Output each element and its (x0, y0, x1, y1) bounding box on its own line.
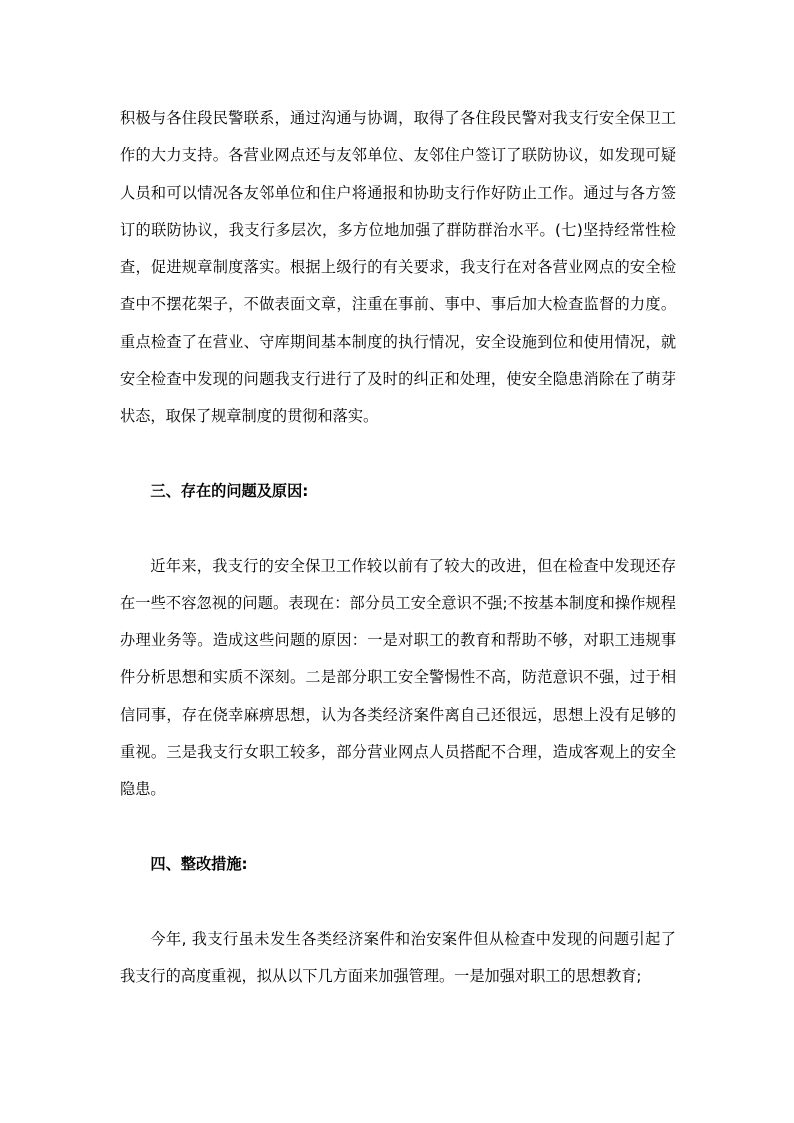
spacer (120, 883, 676, 920)
paragraph-rectification: 今年, 我支行虽未发生各类经济案件和治安案件但从检查中发现的问题引起了我支行的高度重视，拟从以下几方面来加强管理。一是加强对职工的思想教育; (120, 929, 676, 985)
heading-rectification-measures: 四、整改措施: (150, 854, 248, 873)
document-body (120, 100, 676, 995)
spacer (120, 436, 676, 473)
spacer (120, 809, 676, 846)
heading-problems-and-causes: 三、存在的问题及原因: (150, 481, 309, 500)
paragraph-joint-defense: 积极与各住段民警联系，通过沟通与协调，取得了各住段民警对我支行安全保卫工作的大力支持。各营业网点还与友邻单位、友邻住户签订了联防协议，如发现可疑人员和可以情况各友邻单位和住户将通报和协助支行作好防止工作。通过与各方签订的联防协议，我支行多层次，多方位地加强了群防群治水平。(七)坚持经常性检查，促进规章制度落实。根据上级行的有关要求，我支行在对各营业网点的安全检查中不摆花架子，不做表面文章，注重在事前、事中、事后加大检查监督的力度。重点检查了在营业、守库期间基本制度的执行情况，安全设施到位和使用情况，就安全检查中发现的问题我支行进行了及时的纠正和处理，使安全隐患消除在了萌芽状态，取保了规章制度的贯彻和落实。 (120, 109, 676, 426)
spacer (120, 510, 676, 547)
paragraph-problems: 近年来，我支行的安全保卫工作较以前有了较大的改进，但在检查中发现还存在一些不容忽视的问题。表现在：部分员工安全意识不强;不按基本制度和操作规程办理业务等。造成这些问题的原因：一是对职工的教育和帮助不够，对职工违规事件分析思想和实质不深刻。二是部分职工安全警惕性不高，防范意识不强，过于相信同事，存在侥幸麻痹思想，认为各类经济案件离自己还很远，思想上没有足够的重视。三是我支行女职工较多，部分营业网点人员搭配不合理，造成客观上的安全隐患。 (120, 556, 676, 799)
